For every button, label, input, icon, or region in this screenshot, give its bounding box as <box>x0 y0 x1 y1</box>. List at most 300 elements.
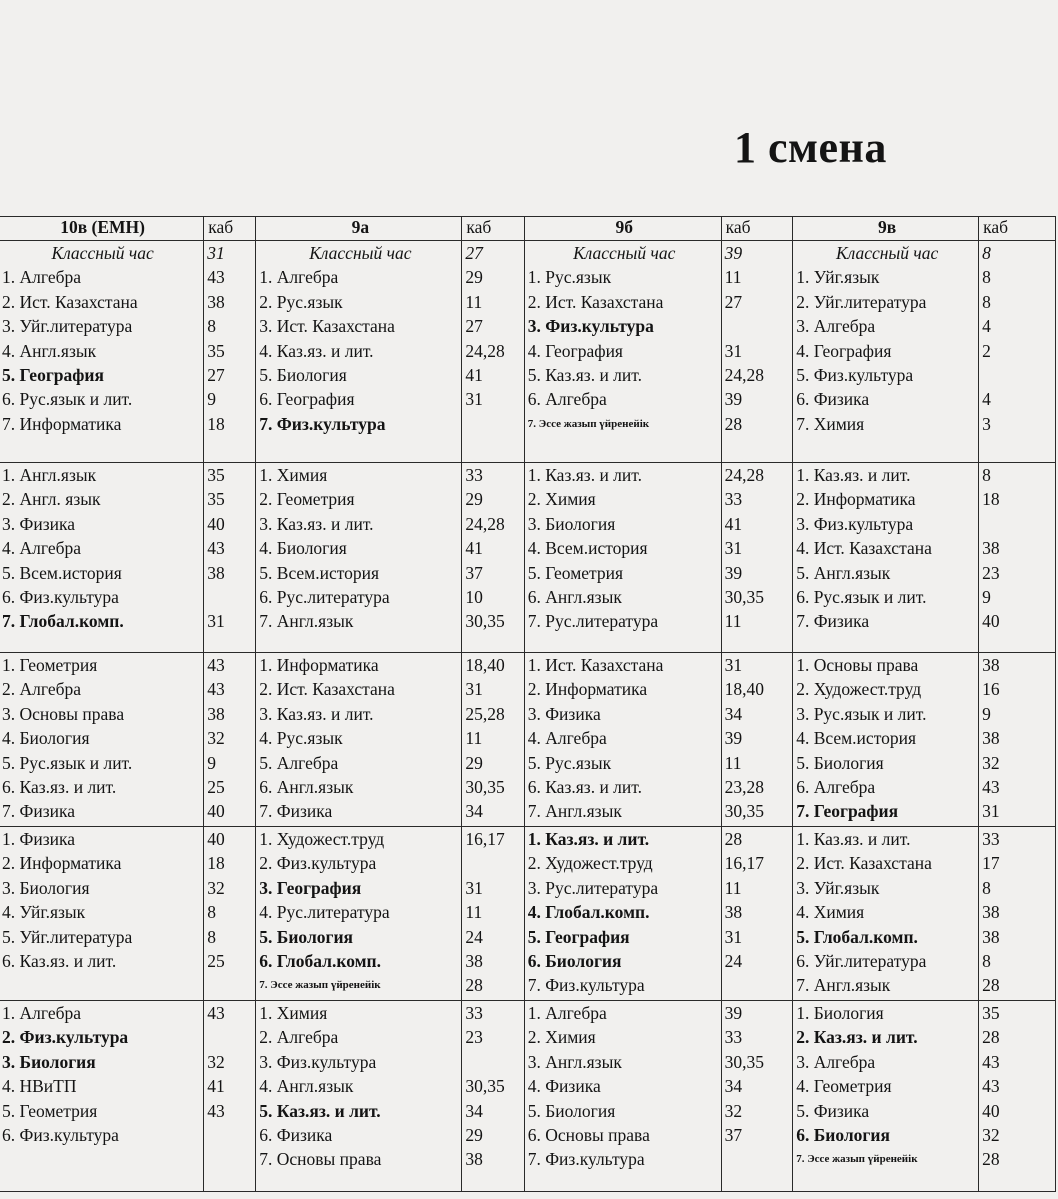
day-block <box>0 653 1056 827</box>
lesson-room: 11 <box>724 752 742 773</box>
lesson-subject: 3. Физ.культура <box>527 316 654 337</box>
lesson-room: 31 <box>207 243 225 263</box>
page-title: 1 смена <box>734 123 887 172</box>
lesson-room: 9 <box>982 703 991 724</box>
lesson-room: 31 <box>207 611 225 632</box>
subjects-cell <box>256 463 462 653</box>
lesson-room: 35 <box>207 465 225 485</box>
lesson-room: 32 <box>207 728 225 749</box>
lesson-room: 33 <box>982 829 1000 849</box>
lesson-room: 39 <box>724 728 743 749</box>
schedule-table <box>0 216 1056 1192</box>
subjects-cell <box>793 1001 979 1192</box>
lesson-room: 43 <box>207 267 225 288</box>
lesson-subject: 2. Химия <box>527 1027 596 1048</box>
lesson-room: 3 <box>982 413 991 434</box>
lesson-room: 38 <box>207 703 225 724</box>
lesson-subject: 3. Биология <box>527 513 616 534</box>
lesson-subject: 1. Химия <box>259 1003 328 1023</box>
lesson-room: 38 <box>982 902 1000 923</box>
lesson-room: 11 <box>465 902 483 923</box>
lesson-room: 23,28 <box>724 776 765 797</box>
rooms-cell <box>204 653 256 827</box>
lesson-subject: 1. Информатика <box>259 655 379 675</box>
subjects-cell <box>524 1001 721 1192</box>
rooms-cell <box>979 1001 1056 1192</box>
lesson-room: 39 <box>724 1003 743 1023</box>
lesson-room: 35 <box>207 489 225 510</box>
lesson-room: 33 <box>724 1027 743 1048</box>
lesson-subject: 7. Физика <box>2 801 75 822</box>
subjects-cell <box>524 241 721 463</box>
lesson-subject: 6. Биология <box>527 950 622 971</box>
lesson-subject: 7. Рус.литература <box>527 611 659 632</box>
day-block <box>0 827 1056 1001</box>
lesson-room: 38 <box>982 538 1000 559</box>
day-block <box>0 241 1056 463</box>
lesson-subject: 4. Геометрия <box>796 1076 892 1097</box>
lesson-subject: 3. Каз.яз. и лит. <box>259 513 374 534</box>
lesson-subject: 7. Физ.культура <box>527 1149 645 1170</box>
class-hour-label: Классный час <box>51 243 154 263</box>
lesson-subject: 1. Алгебра <box>2 1003 82 1023</box>
lesson-subject: 3. Основы права <box>2 703 125 724</box>
lesson-subject: 3. География <box>259 877 362 898</box>
lesson-room: 28 <box>982 1027 1000 1048</box>
subjects-cell <box>0 1001 204 1192</box>
lesson-room: 34 <box>465 1100 483 1121</box>
lesson-room: 33 <box>465 465 483 485</box>
rooms-cell <box>204 827 256 1001</box>
rooms-cell <box>462 463 524 653</box>
lesson-room: 24,28 <box>465 513 505 534</box>
lesson-room: 43 <box>207 538 225 559</box>
lesson-subject: 1. Рус.язык <box>527 267 612 288</box>
lesson-room: 27 <box>207 364 225 385</box>
lesson-subject: 3. Ист. Казахстана <box>259 316 395 337</box>
lesson-room: 32 <box>207 1051 225 1072</box>
lesson-subject: 5. Геометрия <box>2 1100 98 1121</box>
lesson-subject: 1. Алгебра <box>2 267 82 288</box>
lesson-subject: 1. Алгебра <box>527 1003 607 1023</box>
lesson-subject: 4. Физика <box>527 1076 601 1097</box>
lesson-room: 4 <box>982 389 991 410</box>
lesson-room: 34 <box>724 1076 743 1097</box>
lesson-subject: 6. Уйг.литература <box>796 950 927 971</box>
lesson-subject: 7. Физ.культура <box>259 413 386 434</box>
room-header: каб <box>721 217 793 241</box>
class-header: 9в <box>793 217 979 241</box>
lesson-subject: 6. Физ.культура <box>2 1124 119 1145</box>
lesson-room: 30,35 <box>724 586 765 607</box>
lesson-room: 30,35 <box>465 611 505 632</box>
lesson-subject: 6. Рус.язык и лит. <box>2 389 133 410</box>
lesson-room: 24 <box>465 926 483 947</box>
lesson-subject: 4. Каз.яз. и лит. <box>259 340 374 361</box>
lesson-room <box>465 412 523 436</box>
lesson-room: 43 <box>207 1100 225 1121</box>
rooms-cell <box>462 1001 524 1192</box>
lesson-subject: 4. Алгебра <box>2 538 82 559</box>
lesson-subject: 7. Основы права <box>259 1149 382 1170</box>
lesson-subject: 5. Рус.язык и лит. <box>2 752 133 773</box>
rooms-cell <box>204 1001 256 1192</box>
lesson-room: 27 <box>724 291 743 312</box>
lesson-room: 18 <box>982 489 1000 510</box>
lesson-room: 8 <box>982 950 991 971</box>
lesson-room: 25,28 <box>465 703 505 724</box>
lesson-subject: 4. Уйг.язык <box>2 902 86 923</box>
lesson-room: 29 <box>465 1124 483 1145</box>
lesson-subject: 7. Физ.культура <box>527 975 645 996</box>
lesson-room <box>725 973 793 997</box>
lesson-room <box>465 851 523 875</box>
lesson-room: 30,35 <box>465 776 505 797</box>
lesson-subject: 4. Химия <box>796 902 865 923</box>
lesson-subject: 3. Каз.яз. и лит. <box>259 703 374 724</box>
subjects-cell <box>793 827 979 1001</box>
lesson-subject: 2. Уйг.литература <box>796 291 927 312</box>
lesson-subject: 3. Биология <box>2 1051 96 1072</box>
lesson-subject: 2. Каз.яз. и лит. <box>796 1027 918 1048</box>
class-header: 9б <box>524 217 721 241</box>
lesson-subject: 1. Физика <box>2 829 75 849</box>
lesson-subject: 6. Англ.язык <box>259 776 354 797</box>
lesson-room: 24 <box>724 950 743 971</box>
lesson-room: 29 <box>465 489 483 510</box>
lesson-subject: 4. Биология <box>2 728 90 749</box>
lesson-subject: 3. Физ.культура <box>259 1051 377 1072</box>
lesson-room: 10 <box>465 586 483 607</box>
lesson-subject: 5. Глобал.комп. <box>796 926 918 947</box>
lesson-room: 39 <box>724 562 743 583</box>
lesson-subject: 6. Глобал.комп. <box>259 950 381 971</box>
lesson-room: 43 <box>207 655 225 675</box>
lesson-room: 8 <box>207 316 216 337</box>
lesson-subject: 2. Геометрия <box>259 489 355 510</box>
lesson-room: 32 <box>724 1100 743 1121</box>
subjects-cell <box>0 463 204 653</box>
lesson-room: 25 <box>207 950 225 971</box>
lesson-room: 8 <box>982 465 991 485</box>
class-header: 10в (ЕМН) <box>0 217 204 241</box>
lesson-subject: 5. Физика <box>796 1100 870 1121</box>
lesson-subject: 7. Эссе жазып үйренейік <box>527 417 650 430</box>
class-header: 9а <box>256 217 462 241</box>
lesson-room: 9 <box>982 586 991 607</box>
lesson-room: 38 <box>207 291 225 312</box>
lesson-subject: 5. География <box>2 364 104 385</box>
lesson-room: 35 <box>207 340 225 361</box>
lesson-room: 34 <box>724 703 743 724</box>
lesson-subject: 1. Каз.яз. и лит. <box>527 829 650 849</box>
lesson-subject: 1. Ист. Казахстана <box>527 655 664 675</box>
rooms-cell <box>204 241 256 463</box>
subjects-cell <box>793 241 979 463</box>
lesson-subject: 5. Биология <box>259 926 354 947</box>
class-hour-label: Классный час <box>573 243 676 263</box>
lesson-subject: 5. Каз.яз. и лит. <box>527 364 642 385</box>
lesson-room: 28 <box>465 975 483 996</box>
lesson-room: 31 <box>465 679 483 700</box>
lesson-room: 43 <box>982 1076 1000 1097</box>
lesson-subject: 4. Всем.история <box>527 538 648 559</box>
lesson-subject: 2. Англ. язык <box>2 489 101 510</box>
lesson-subject: 1. Каз.яз. и лит. <box>796 465 911 485</box>
rooms-cell <box>979 463 1056 653</box>
subjects-cell <box>793 463 979 653</box>
rooms-cell <box>721 653 793 827</box>
day-block <box>0 1001 1056 1192</box>
lesson-room: 37 <box>724 1124 743 1145</box>
day-block <box>0 463 1056 653</box>
header-row <box>0 217 1056 241</box>
lesson-subject: 3. Рус.язык и лит. <box>796 703 927 724</box>
rooms-cell <box>462 241 524 463</box>
subjects-cell <box>524 463 721 653</box>
lesson-subject: 7. Химия <box>796 413 865 434</box>
lesson-subject: 6. Рус.литература <box>259 586 390 607</box>
lesson-room <box>207 1025 255 1049</box>
rooms-cell <box>979 241 1056 463</box>
lesson-room: 24,28 <box>465 340 505 361</box>
lesson-subject: 1. Художест.труд <box>259 829 385 849</box>
lesson-room: 37 <box>465 562 483 583</box>
lesson-subject: 7. Физика <box>796 611 870 632</box>
lesson-room: 11 <box>724 611 742 632</box>
subjects-cell <box>0 653 204 827</box>
lesson-room: 41 <box>207 1076 225 1097</box>
lesson-subject: 5. Англ.язык <box>796 562 891 583</box>
lesson-room: 43 <box>207 1003 225 1023</box>
lesson-subject: 4. Рус.литература <box>259 902 390 923</box>
lesson-room: 33 <box>465 1003 483 1023</box>
lesson-room: 33 <box>724 489 743 510</box>
lesson-subject: 3. Алгебра <box>796 316 876 337</box>
lesson-subject: 4. Всем.история <box>796 728 917 749</box>
lesson-room: 2 <box>982 340 991 361</box>
lesson-room: 31 <box>724 926 743 947</box>
lesson-subject: 2. Ист. Казахстана <box>527 291 664 312</box>
lesson-room: 35 <box>982 1003 1000 1023</box>
lesson-room: 43 <box>982 1051 1000 1072</box>
lesson-subject: 1. Биология <box>796 1003 884 1023</box>
room-header: каб <box>462 217 524 241</box>
lesson-room: 38 <box>724 902 743 923</box>
lesson-subject: 7. Эссе жазып үйренейік <box>796 1153 918 1166</box>
lesson-room: 30,35 <box>724 801 765 822</box>
lesson-subject: 1. Уйг.язык <box>796 267 880 288</box>
lesson-room <box>725 1147 793 1171</box>
lesson-subject: 4. Англ.язык <box>259 1076 354 1097</box>
lesson-subject: 2. Ист. Казахстана <box>796 853 932 874</box>
lesson-room: 38 <box>982 655 1000 675</box>
lesson-subject: 5. Всем.история <box>259 562 380 583</box>
lesson-subject: 6. Основы права <box>527 1124 650 1145</box>
lesson-room: 43 <box>207 679 225 700</box>
lesson-subject: 3. Физ.культура <box>796 513 914 534</box>
lesson-subject: 1. Химия <box>259 465 328 485</box>
lesson-room: 27 <box>465 243 483 263</box>
rooms-cell <box>979 653 1056 827</box>
lesson-room: 16 <box>982 679 1000 700</box>
lesson-subject: 2. Ист. Казахстана <box>259 679 395 700</box>
lesson-room: 32 <box>207 877 225 898</box>
lesson-room: 16,17 <box>465 829 505 849</box>
lesson-subject: 2. Рус.язык <box>259 291 343 312</box>
lesson-room: 28 <box>724 413 743 434</box>
lesson-subject: 5. Геометрия <box>527 562 624 583</box>
subjects-cell <box>256 241 462 463</box>
lesson-room: 38 <box>207 562 225 583</box>
lesson-room <box>465 1050 523 1074</box>
lesson-subject: 4. География <box>796 340 892 361</box>
lesson-room: 38 <box>982 728 1000 749</box>
lesson-subject: 2. Информатика <box>2 853 122 874</box>
lesson-subject: 1. Основы права <box>796 655 919 675</box>
lesson-room: 18 <box>207 413 225 434</box>
lesson-room: 29 <box>465 267 483 288</box>
lesson-subject: 5. География <box>527 926 630 947</box>
lesson-subject: 6. Физика <box>796 389 870 410</box>
lesson-subject: 7. Глобал.комп. <box>2 611 124 632</box>
lesson-room: 40 <box>207 513 225 534</box>
lesson-subject: 5. Всем.история <box>2 562 122 583</box>
lesson-room: 24,28 <box>724 364 765 385</box>
lesson-subject: 6. Каз.яз. и лит. <box>527 776 642 797</box>
lesson-subject: 5. Биология <box>259 364 347 385</box>
subjects-cell <box>256 827 462 1001</box>
rooms-cell <box>462 827 524 1001</box>
lesson-room: 8 <box>982 243 991 263</box>
lesson-room: 11 <box>465 728 483 749</box>
lesson-subject: 2. Художест.труд <box>796 679 922 700</box>
lesson-subject: 2. Алгебра <box>259 1027 339 1048</box>
subjects-cell <box>793 653 979 827</box>
lesson-subject: 7. Англ.язык <box>796 975 891 996</box>
lesson-subject: 2. Физ.культура <box>2 1027 129 1048</box>
lesson-room: 39 <box>724 389 743 410</box>
lesson-subject: 1. Каз.яз. и лит. <box>796 829 911 849</box>
lesson-subject: 1. Геометрия <box>2 655 98 675</box>
lesson-room: 30,35 <box>465 1076 505 1097</box>
rooms-cell <box>721 1001 793 1192</box>
lesson-room <box>982 512 1055 536</box>
subjects-cell <box>0 827 204 1001</box>
lesson-room: 8 <box>982 291 991 312</box>
lesson-subject: 3. Рус.литература <box>527 877 659 898</box>
lesson-subject: 6. Рус.язык и лит. <box>796 586 927 607</box>
lesson-room: 41 <box>724 513 743 534</box>
lesson-subject: 2. Информатика <box>527 679 648 700</box>
lesson-subject: 4. НВиТП <box>2 1076 77 1097</box>
lesson-subject: 7. Англ.язык <box>527 801 622 822</box>
lesson-room: 40 <box>982 1100 1000 1121</box>
lesson-subject: 6. Физ.культура <box>2 586 119 607</box>
lesson-room: 28 <box>982 1149 1000 1170</box>
lesson-subject: 7. Физика <box>259 801 333 822</box>
lesson-subject: 7. Эссе жазып үйренейік <box>259 979 381 992</box>
lesson-room: 32 <box>982 752 1000 773</box>
lesson-room: 43 <box>982 776 1000 797</box>
lesson-room: 40 <box>982 611 1000 632</box>
lesson-subject: 6. Англ.язык <box>527 586 622 607</box>
lesson-subject: 7. Информатика <box>2 413 122 434</box>
lesson-subject: 1. Каз.яз. и лит. <box>527 465 642 485</box>
lesson-subject: 6. Алгебра <box>796 776 876 797</box>
lesson-subject: 3. Физика <box>2 513 75 534</box>
lesson-subject: 3. Физика <box>527 703 601 724</box>
subjects-cell <box>524 827 721 1001</box>
lesson-room: 38 <box>982 926 1000 947</box>
lesson-subject: 1. Алгебра <box>259 267 339 288</box>
lesson-subject: 6. Каз.яз. и лит. <box>2 950 117 971</box>
lesson-room: 18,40 <box>465 655 505 675</box>
lesson-room: 28 <box>982 975 1000 996</box>
rooms-cell <box>721 241 793 463</box>
lesson-subject: 4. Алгебра <box>527 728 607 749</box>
lesson-room: 25 <box>207 776 225 797</box>
lesson-room: 30,35 <box>724 1051 765 1072</box>
lesson-subject: 4. Англ.язык <box>2 340 97 361</box>
rooms-cell <box>721 463 793 653</box>
subjects-cell <box>256 1001 462 1192</box>
lesson-room: 38 <box>465 1149 483 1170</box>
lesson-subject: 4. География <box>527 340 623 361</box>
room-header: каб <box>204 217 256 241</box>
lesson-subject: 4. Биология <box>259 538 347 559</box>
lesson-subject: 5. Алгебра <box>259 752 339 773</box>
lesson-room: 31 <box>465 389 483 410</box>
lesson-subject: 4. Рус.язык <box>259 728 343 749</box>
room-header: каб <box>979 217 1056 241</box>
lesson-room: 40 <box>207 829 225 849</box>
lesson-room: 8 <box>207 926 216 947</box>
lesson-room: 41 <box>465 538 483 559</box>
lesson-room: 18,40 <box>724 679 765 700</box>
lesson-room: 39 <box>724 243 743 263</box>
lesson-subject: 2. Информатика <box>796 489 916 510</box>
lesson-subject: 6. Физика <box>259 1124 333 1145</box>
lesson-subject: 6. Каз.яз. и лит. <box>2 776 117 797</box>
lesson-room: 24,28 <box>724 465 765 485</box>
lesson-room: 9 <box>207 752 216 773</box>
lesson-room <box>982 363 1055 387</box>
lesson-subject: 6. Алгебра <box>527 389 607 410</box>
lesson-subject: 3. Уйг.язык <box>796 877 880 898</box>
lesson-room: 23 <box>465 1027 483 1048</box>
lesson-subject: 2. Художест.труд <box>527 853 653 874</box>
lesson-room: 28 <box>724 829 743 849</box>
lesson-room: 8 <box>982 877 991 898</box>
lesson-subject: 3. Англ.язык <box>527 1051 622 1072</box>
lesson-subject: 3. Алгебра <box>796 1051 876 1072</box>
lesson-subject: 6. Биология <box>796 1124 890 1145</box>
lesson-room: 41 <box>465 364 483 385</box>
lesson-room: 11 <box>724 877 742 898</box>
lesson-room: 27 <box>465 316 483 337</box>
lesson-room: 23 <box>982 562 1000 583</box>
class-hour-label: Классный час <box>309 243 412 263</box>
lesson-subject: 1. Англ.язык <box>2 465 97 485</box>
subjects-cell <box>0 241 204 463</box>
rooms-cell <box>979 827 1056 1001</box>
lesson-subject: 6. География <box>259 389 355 410</box>
lesson-room: 32 <box>982 1124 1000 1145</box>
lesson-room: 11 <box>465 291 483 312</box>
lesson-room: 18 <box>207 853 225 874</box>
lesson-room: 4 <box>982 316 991 337</box>
